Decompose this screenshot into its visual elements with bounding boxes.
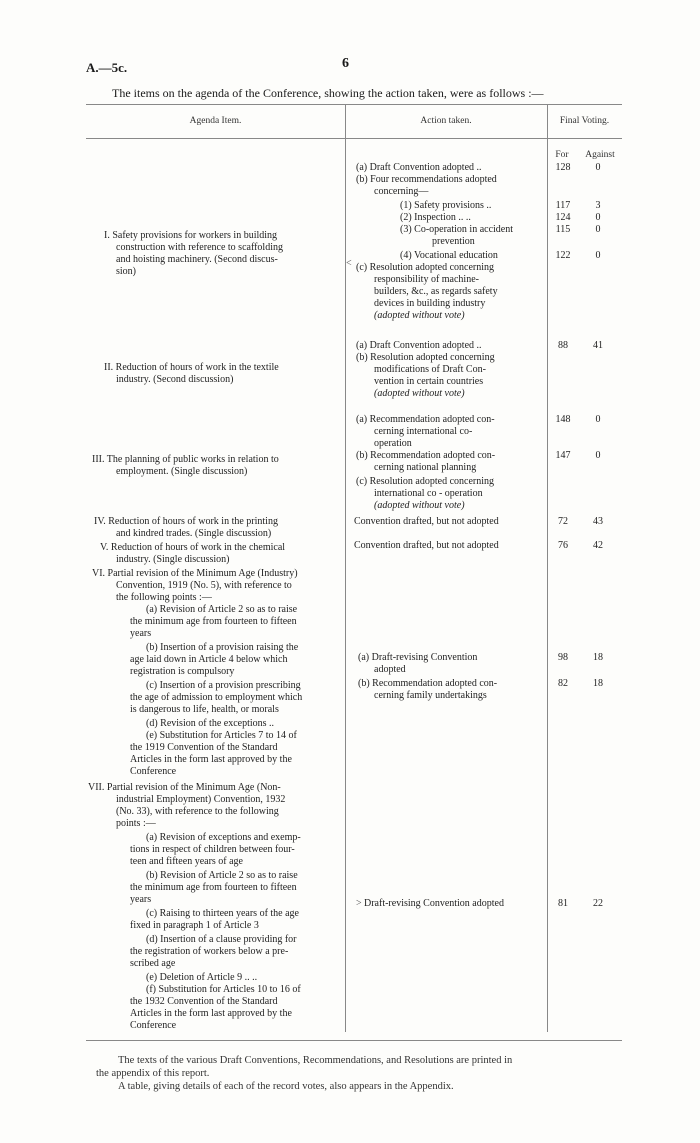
column-divider-2	[547, 104, 548, 1032]
footer-note-2: the appendix of this report.	[96, 1068, 210, 1079]
page-number: 6	[342, 56, 349, 71]
table-top-rule	[86, 104, 622, 105]
column-header-final: Final Voting.	[559, 116, 610, 126]
agenda-item-7-line-9: the minimum age from fourteen to fifteen	[130, 882, 297, 893]
action-item-4: Convention drafted, but not adopted	[354, 516, 499, 527]
action-item-6-line-2: adopted	[374, 664, 406, 675]
vote-header-against: Against	[585, 150, 615, 160]
action-item-2-line-4: vention in certain countries	[374, 376, 484, 387]
action-item-1-line-6: (3) Co-operation in accident	[400, 224, 514, 235]
action-item-2-line-2: (b) Resolution adopted concerning	[356, 352, 495, 363]
agenda-item-6-line-5: the minimum age from fourteen to fifteen	[130, 616, 297, 627]
vote-2a-for: 88	[558, 340, 568, 351]
agenda-item-7-line-19: Articles in the form last approved by the	[130, 1008, 292, 1019]
agenda-item-1-line-1: I. Safety provisions for workers in building	[104, 230, 278, 241]
agenda-item-1-line-2: construction with reference to scaffolding	[116, 242, 283, 253]
action-item-3-line-6: (c) Resolution adopted concerning	[356, 476, 495, 487]
agenda-item-6-line-1: VI. Partial revision of the Minimum Age (Industry)	[92, 568, 298, 579]
agenda-item-6-line-8: age laid down in Article 4 below which	[130, 654, 288, 665]
action-item-1-line-7: prevention	[432, 236, 475, 247]
agenda-item-3-line-1: III. The planning of public works in relation to	[92, 454, 279, 465]
agenda-item-6-line-14: (e) Substitution for Articles 7 to 14 of	[146, 730, 297, 741]
agenda-item-1-line-3: and hoisting machinery. (Second discus-	[116, 254, 278, 265]
agenda-item-7-line-8: (b) Revision of Article 2 so as to raise	[146, 870, 298, 881]
action-item-2-line-1: (a) Draft Convention adopted ..	[356, 340, 482, 351]
column-header-action: Action taken.	[420, 116, 472, 126]
action-item-1-line-10: responsibility of machine-	[374, 274, 479, 285]
agenda-item-6-line-13: (d) Revision of the exceptions ..	[146, 718, 275, 729]
vote-4-for: 72	[558, 516, 568, 527]
agenda-item-7-line-13: (d) Insertion of a clause providing for	[146, 934, 297, 945]
action-item-2-line-3: modifications of Draft Con-	[374, 364, 486, 375]
agenda-item-7-line-17: (f) Substitution for Articles 10 to 16 of	[146, 984, 301, 995]
action-item-1-line-1: (a) Draft Convention adopted ..	[356, 162, 482, 173]
agenda-item-7-line-15: scribed age	[130, 958, 176, 969]
agenda-item-6-line-7: (b) Insertion of a provision raising the	[146, 642, 299, 653]
agenda-item-4-line-2: and kindred trades. (Single discussion)	[116, 528, 272, 539]
vote-1b3-against: 0	[595, 224, 601, 235]
footer-note-1: The texts of the various Draft Conventions, Recommendations, and Resolutions are printed in	[118, 1055, 513, 1066]
agenda-item-7-line-11: (c) Raising to thirteen years of the age	[146, 908, 299, 919]
action-item-1-line-3: concerning—	[374, 186, 429, 197]
agenda-item-2-line-2: industry. (Second discussion)	[116, 374, 234, 385]
agenda-item-6-line-10: (c) Insertion of a provision prescribing	[146, 680, 301, 691]
agenda-item-7-line-20: Conference	[130, 1020, 177, 1031]
vote-3a-for: 148	[555, 414, 571, 425]
vote-3b-against: 0	[595, 450, 601, 461]
vote-1b3-for: 115	[555, 224, 571, 235]
vote-1a-against: 0	[595, 162, 601, 173]
action-item-7: Draft-revising Convention adopted	[364, 898, 504, 909]
agenda-item-6-line-4: (a) Revision of Article 2 so as to raise	[146, 604, 298, 615]
brace-item-1: <	[346, 258, 352, 269]
document-reference: A.—5c.	[86, 60, 128, 75]
column-divider-1	[345, 104, 346, 1032]
vote-1b1-for: 117	[555, 200, 571, 211]
action-item-3-line-7: international co - operation	[374, 488, 483, 499]
action-item-3-line-4: (b) Recommendation adopted con-	[356, 450, 496, 461]
action-item-1-line-4: (1) Safety provisions ..	[400, 200, 492, 211]
vote-4-against: 43	[593, 516, 603, 527]
vote-1b2-against: 0	[595, 212, 601, 223]
action-item-3-line-5: cerning national planning	[374, 462, 477, 473]
action-item-3-line-1: (a) Recommendation adopted con-	[356, 414, 495, 425]
action-item-5: Convention drafted, but not adopted	[354, 540, 499, 551]
action-item-1-line-11: builders, &c., as regards safety	[374, 286, 498, 297]
action-item-3-line-2: cerning international co-	[374, 426, 473, 437]
agenda-item-6-line-16: Articles in the form last approved by the	[130, 754, 292, 765]
agenda-item-3-line-2: employment. (Single discussion)	[116, 466, 248, 477]
agenda-item-7-line-5: (a) Revision of exceptions and exemp-	[146, 832, 301, 843]
vote-6a-for: 98	[558, 652, 568, 663]
vote-2a-against: 41	[593, 340, 603, 351]
vote-1a-for: 128	[555, 162, 571, 173]
vote-3a-against: 0	[595, 414, 601, 425]
vote-6a-against: 18	[593, 652, 603, 663]
vote-1b1-against: 3	[595, 200, 601, 211]
agenda-item-7-line-2: industrial Employment) Convention, 1932	[116, 794, 286, 805]
agenda-item-6-line-2: Convention, 1919 (No. 5), with reference to	[116, 580, 292, 591]
action-item-1-line-5: (2) Inspection .. ..	[400, 212, 471, 223]
vote-7-against: 22	[593, 898, 603, 909]
agenda-item-7-line-12: fixed in paragraph 1 of Article 3	[130, 920, 259, 931]
agenda-item-7-line-1: VII. Partial revision of the Minimum Age (Non-	[88, 782, 281, 793]
action-item-6-line-3: (b) Recommendation adopted con-	[358, 678, 498, 689]
agenda-item-5-line-1: V. Reduction of hours of work in the chemical	[100, 542, 286, 553]
agenda-item-7-line-16: (e) Deletion of Article 9 .. ..	[146, 972, 258, 983]
action-item-1-line-13: (adopted without vote)	[374, 310, 465, 321]
action-item-1-line-8: (4) Vocational education	[400, 250, 498, 261]
table-bottom-rule	[86, 1040, 622, 1041]
footer-note-3: A table, giving details of each of the record votes, also appears in the Appendix.	[118, 1081, 454, 1092]
agenda-item-7-line-14: the registration of workers below a pre-	[130, 946, 289, 957]
header-bottom-rule	[86, 138, 622, 139]
action-item-3-line-8: (adopted without vote)	[374, 500, 465, 511]
vote-5-for: 76	[558, 540, 568, 551]
vote-1b4-against: 0	[595, 250, 601, 261]
agenda-item-6-line-15: the 1919 Convention of the Standard	[130, 742, 278, 753]
agenda-item-1-line-4: sion)	[116, 266, 136, 277]
agenda-item-7-line-10: years	[130, 894, 152, 905]
agenda-item-6-line-3: the following points :—	[116, 592, 212, 603]
action-item-6-line-4: cerning family undertakings	[374, 690, 487, 701]
action-item-1-line-12: devices in building industry	[374, 298, 486, 309]
vote-1b4-for: 122	[555, 250, 571, 261]
agenda-item-7-line-3: (No. 33), with reference to the following	[116, 806, 279, 817]
vote-1b2-for: 124	[555, 212, 571, 223]
column-header-agenda: Agenda Item.	[189, 116, 242, 126]
vote-5-against: 42	[593, 540, 603, 551]
agenda-item-2-line-1: II. Reduction of hours of work in the textile	[104, 362, 279, 373]
agenda-item-6-line-6: years	[130, 628, 152, 639]
agenda-item-6-line-9: registration is compulsory	[130, 666, 235, 677]
vote-header-for: For	[555, 150, 569, 160]
agenda-item-5-line-2: industry. (Single discussion)	[116, 554, 230, 565]
action-item-1-line-2: (b) Four recommendations adopted	[356, 174, 497, 185]
vote-6b-for: 82	[558, 678, 568, 689]
agenda-item-6-line-12: is dangerous to life, health, or morals	[130, 704, 279, 715]
action-item-3-line-3: operation	[374, 438, 412, 449]
agenda-item-7-line-4: points :—	[116, 818, 156, 829]
agenda-item-7-line-6: tions in respect of children between four-	[130, 844, 295, 855]
vote-6b-against: 18	[593, 678, 603, 689]
vote-3b-for: 147	[555, 450, 571, 461]
action-item-6-line-1: (a) Draft-revising Convention	[358, 652, 478, 663]
agenda-item-7-line-7: teen and fifteen years of age	[130, 856, 243, 867]
agenda-item-4-line-1: IV. Reduction of hours of work in the printing	[94, 516, 278, 527]
agenda-item-6-line-17: Conference	[130, 766, 177, 777]
brace-item-7: >	[356, 898, 362, 909]
vote-7-for: 81	[558, 898, 568, 909]
agenda-item-6-line-11: the age of admission to employment which	[130, 692, 303, 703]
intro-text: The items on the agenda of the Conference, showing the action taken, were as follows :—	[112, 86, 544, 100]
action-item-1-line-9: (c) Resolution adopted concerning	[356, 262, 495, 273]
agenda-item-7-line-18: the 1932 Convention of the Standard	[130, 996, 278, 1007]
action-item-2-line-5: (adopted without vote)	[374, 388, 465, 399]
